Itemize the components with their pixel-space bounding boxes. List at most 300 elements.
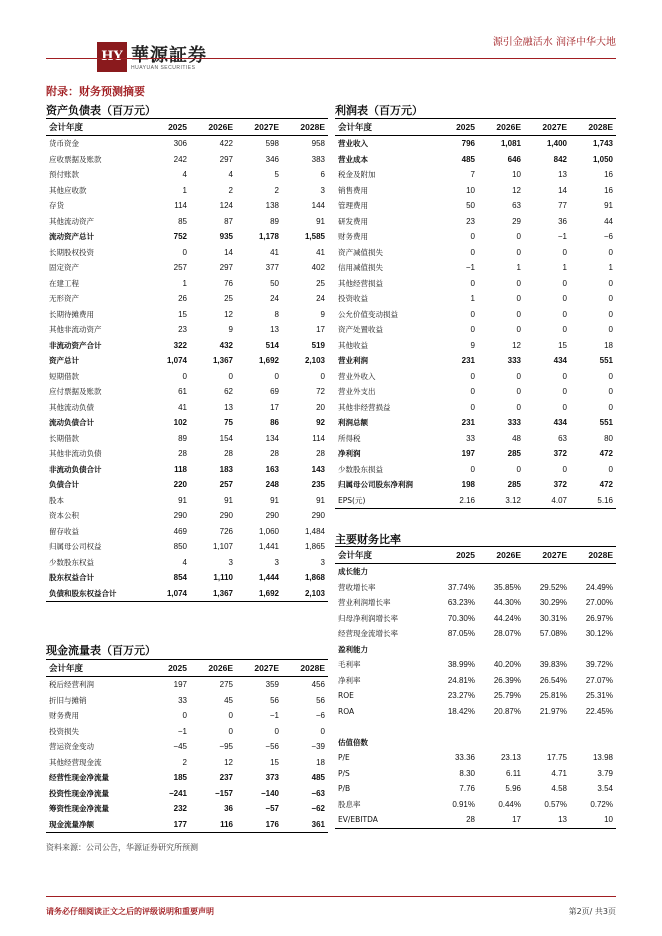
logo-english-name: HUAYUAN SECURITIES bbox=[131, 65, 196, 71]
cell-value: 138 bbox=[265, 201, 279, 211]
table-row bbox=[335, 446, 616, 462]
table-row bbox=[335, 152, 616, 168]
cell-value: 27.00% bbox=[585, 598, 613, 608]
cell-value: 23.27% bbox=[447, 691, 475, 701]
cell-value: 44 bbox=[604, 216, 613, 226]
cell-value: 21.97% bbox=[539, 706, 567, 716]
cell-value: 25 bbox=[224, 294, 233, 304]
cell-value: 646 bbox=[507, 154, 521, 164]
table-row bbox=[335, 291, 616, 307]
cell-value: 163 bbox=[265, 464, 279, 474]
table-row bbox=[46, 198, 328, 214]
cell-value: 0 bbox=[562, 371, 567, 381]
cell-value: −1 bbox=[269, 711, 279, 721]
cell-value: 9 bbox=[470, 340, 475, 350]
cell-value: −39 bbox=[311, 742, 325, 752]
cell-value: 257 bbox=[219, 480, 233, 490]
cell-value: −1 bbox=[557, 232, 567, 242]
cell-value bbox=[478, 564, 524, 580]
row-label: 应付票据及账款 bbox=[49, 387, 102, 397]
row-label: 流动资产总计 bbox=[49, 232, 94, 242]
cell-value: 91 bbox=[270, 495, 279, 505]
cell-value: 13 bbox=[270, 325, 279, 335]
cell-value: 17 bbox=[478, 812, 524, 828]
cell-value: 1 bbox=[470, 294, 475, 304]
row-label: 其他应收款 bbox=[49, 185, 87, 195]
cell-value: −241 bbox=[168, 788, 187, 798]
cell-value: 0 bbox=[608, 247, 613, 257]
row-label: EPS(元) bbox=[335, 493, 432, 509]
column-header: 2026E bbox=[478, 547, 524, 564]
cell-value: 958 bbox=[311, 139, 325, 149]
table-row bbox=[46, 167, 328, 183]
cell-value: 9 bbox=[228, 325, 233, 335]
cell-value: 346 bbox=[265, 154, 279, 164]
cell-value: 15 bbox=[558, 340, 567, 350]
cell-value: 0 bbox=[274, 371, 279, 381]
row-label: 归母净利润增长率 bbox=[338, 613, 398, 623]
cell-value: 28 bbox=[270, 449, 279, 459]
cell-value: 485 bbox=[461, 154, 475, 164]
cell-value: 91 bbox=[316, 495, 325, 505]
cell-value: 469 bbox=[173, 526, 187, 536]
cell-value: 20.87% bbox=[493, 706, 521, 716]
cell-value bbox=[570, 642, 616, 658]
cell-value: 44.24% bbox=[493, 613, 521, 623]
cell-value: 0 bbox=[608, 294, 613, 304]
row-label: 投资损失 bbox=[49, 726, 79, 736]
logo-name: 華源証券 bbox=[131, 45, 207, 66]
cell-value: 86 bbox=[270, 418, 279, 428]
cell-value: 114 bbox=[312, 433, 325, 443]
cell-value: −95 bbox=[219, 742, 233, 752]
row-label: 股息率 bbox=[338, 799, 361, 809]
row-label: EV/EBITDA bbox=[335, 812, 432, 828]
cell-value: 28 bbox=[224, 449, 233, 459]
row-label: 营业外收入 bbox=[338, 371, 376, 381]
row-label: 货币资金 bbox=[49, 139, 79, 149]
cell-value: 14 bbox=[224, 247, 233, 257]
row-label bbox=[335, 719, 432, 735]
cell-value: 27.07% bbox=[585, 675, 613, 685]
row-label: 其他非流动资产 bbox=[49, 325, 102, 335]
cell-value: 4.58 bbox=[551, 784, 567, 794]
row-label: 少数股东权益 bbox=[49, 557, 94, 567]
cell-value: 1,074 bbox=[144, 586, 190, 602]
cell-value: 551 bbox=[599, 418, 613, 428]
cell-value: 285 bbox=[507, 480, 521, 490]
row-label: 存货 bbox=[49, 201, 64, 211]
column-header: 2027E bbox=[236, 660, 282, 677]
column-header: 2025 bbox=[432, 547, 478, 564]
row-label: 估值倍数 bbox=[338, 737, 368, 747]
column-header: 会计年度 bbox=[46, 119, 144, 136]
table-row bbox=[46, 322, 328, 338]
cell-value: 35.85% bbox=[493, 582, 521, 592]
cell-value: 30.31% bbox=[539, 613, 567, 623]
cell-value bbox=[478, 719, 524, 735]
table-row bbox=[46, 369, 328, 385]
row-label: ROA bbox=[338, 706, 355, 716]
cell-value: 25 bbox=[316, 278, 325, 288]
cell-value: 24 bbox=[316, 294, 325, 304]
cell-value: 5 bbox=[274, 170, 279, 180]
cell-value: 24.81% bbox=[447, 675, 475, 685]
cell-value: 0 bbox=[182, 371, 187, 381]
cell-value: 4.71 bbox=[551, 768, 567, 778]
row-label: 负债合计 bbox=[49, 480, 79, 490]
cell-value: 24.49% bbox=[585, 582, 613, 592]
cell-value: 0 bbox=[608, 309, 613, 319]
row-label: 财务费用 bbox=[49, 711, 79, 721]
cell-value: 38.99% bbox=[447, 660, 475, 670]
cell-value: 91 bbox=[604, 201, 613, 211]
cell-value: 752 bbox=[173, 232, 187, 242]
income-statement-title: 利润表（百万元） bbox=[335, 104, 423, 117]
cell-value: 257 bbox=[173, 263, 187, 273]
cell-value: 1,585 bbox=[304, 232, 325, 242]
header-slogan: 源引金融活水 润泽中华大地 bbox=[492, 37, 616, 48]
cell-value: 0 bbox=[608, 402, 613, 412]
cell-value: 13.98 bbox=[592, 753, 613, 763]
row-label: 固定资产 bbox=[49, 263, 79, 273]
cell-value: 10 bbox=[512, 170, 521, 180]
row-label: 现金流量净额 bbox=[46, 817, 144, 833]
cell-value: −56 bbox=[265, 742, 279, 752]
cell-value: 1,367 bbox=[190, 586, 236, 602]
cell-value: 333 bbox=[507, 418, 521, 428]
column-header: 2025 bbox=[432, 119, 478, 136]
cell-value: 1 bbox=[182, 185, 187, 195]
cell-value: 48 bbox=[512, 433, 521, 443]
cell-value: 124 bbox=[219, 201, 233, 211]
cell-value: 0.57% bbox=[544, 799, 567, 809]
table-row bbox=[46, 801, 328, 817]
row-label: 信用减值损失 bbox=[338, 263, 383, 273]
row-label: 资产处置收益 bbox=[338, 325, 383, 335]
cell-value: 0 bbox=[274, 726, 279, 736]
cell-value: 28.07% bbox=[493, 629, 521, 639]
cell-value: 0 bbox=[516, 325, 521, 335]
table-row bbox=[46, 524, 328, 540]
row-label: 无形资产 bbox=[49, 294, 79, 304]
cell-value: 63 bbox=[512, 201, 521, 211]
cell-value: 372 bbox=[553, 480, 567, 490]
cell-value: 144 bbox=[311, 201, 325, 211]
cell-value: 1,050 bbox=[592, 154, 613, 164]
cell-value: 0 bbox=[320, 726, 325, 736]
row-label: 管理费用 bbox=[338, 201, 368, 211]
cell-value bbox=[432, 642, 478, 658]
row-label: 其他流动负债 bbox=[49, 402, 94, 412]
table-row bbox=[46, 431, 328, 447]
cell-value: 13 bbox=[524, 812, 570, 828]
cell-value: 0 bbox=[516, 371, 521, 381]
cell-value: 7 bbox=[470, 170, 475, 180]
table-row bbox=[335, 704, 616, 720]
table-row bbox=[46, 400, 328, 416]
appendix-title: 附录：财务预测摘要 bbox=[46, 85, 145, 98]
cell-value: 237 bbox=[219, 773, 233, 783]
ratios-table bbox=[335, 546, 616, 829]
cell-value: 40.20% bbox=[493, 660, 521, 670]
cell-value: 1,107 bbox=[212, 542, 233, 552]
table-row bbox=[335, 307, 616, 323]
table-row bbox=[335, 477, 616, 493]
cell-value: 0 bbox=[608, 371, 613, 381]
cell-value: 29 bbox=[512, 216, 521, 226]
cell-value: 3 bbox=[320, 557, 325, 567]
cell-value: 0 bbox=[470, 309, 475, 319]
cell-value: 4.07 bbox=[524, 493, 570, 509]
row-label: 投资性现金净流量 bbox=[49, 788, 109, 798]
cell-value: 91 bbox=[178, 495, 187, 505]
table-row bbox=[335, 719, 616, 735]
row-label: ROE bbox=[338, 691, 354, 701]
table-row bbox=[335, 766, 616, 782]
table-row bbox=[46, 693, 328, 709]
cell-value: 50 bbox=[466, 201, 475, 211]
cell-value: 0 bbox=[470, 402, 475, 412]
cell-value: 23 bbox=[178, 325, 187, 335]
cell-value: 63 bbox=[558, 433, 567, 443]
cell-value: 290 bbox=[173, 511, 187, 521]
footer-disclaimer: 请务必仔细阅读正文之后的评级说明和重要声明 bbox=[46, 907, 214, 916]
row-label: 筹资性现金净流量 bbox=[49, 804, 109, 814]
table-row bbox=[46, 446, 328, 462]
row-label: 净利润 bbox=[338, 449, 361, 459]
cell-value: −62 bbox=[311, 804, 325, 814]
column-header: 2028E bbox=[282, 660, 328, 677]
table-row bbox=[46, 338, 328, 354]
cell-value: 5.16 bbox=[570, 493, 616, 509]
cell-value: 297 bbox=[219, 263, 233, 273]
cell-value: 1,868 bbox=[304, 573, 325, 583]
row-label: 少数股东损益 bbox=[338, 464, 383, 474]
table-row bbox=[46, 739, 328, 755]
cell-value: 7.76 bbox=[459, 784, 475, 794]
table-row bbox=[46, 570, 328, 586]
cell-value: 1 bbox=[516, 263, 521, 273]
row-label: 非流动资产合计 bbox=[49, 340, 102, 350]
table-row bbox=[46, 493, 328, 509]
row-label: 长期股权投资 bbox=[49, 247, 94, 257]
column-header: 2028E bbox=[282, 119, 328, 136]
cell-value: 56 bbox=[270, 695, 279, 705]
row-label: 净利率 bbox=[338, 675, 361, 685]
row-label: 其他经营损益 bbox=[338, 278, 383, 288]
row-label: 财务费用 bbox=[338, 232, 368, 242]
cell-value: 69 bbox=[270, 387, 279, 397]
table-row bbox=[46, 353, 328, 369]
cell-value: 519 bbox=[311, 340, 325, 350]
cell-value: 0 bbox=[516, 278, 521, 288]
cell-value: 18 bbox=[316, 757, 325, 767]
cell-value: 2,103 bbox=[282, 586, 328, 602]
cash-flow-table bbox=[46, 659, 328, 833]
cell-value: 0 bbox=[608, 325, 613, 335]
cell-value: 1,400 bbox=[546, 139, 567, 149]
cell-value: 37.74% bbox=[447, 582, 475, 592]
cell-value: 377 bbox=[265, 263, 279, 273]
cell-value: 0 bbox=[470, 371, 475, 381]
table-row bbox=[46, 229, 328, 245]
table-row bbox=[335, 369, 616, 385]
cell-value: 85 bbox=[178, 216, 187, 226]
cell-value: 16 bbox=[604, 185, 613, 195]
cell-value: 92 bbox=[316, 418, 325, 428]
cell-value: 854 bbox=[173, 573, 187, 583]
income-statement-table bbox=[335, 118, 616, 509]
table-row bbox=[335, 198, 616, 214]
cell-value: 91 bbox=[224, 495, 233, 505]
cell-value: 0 bbox=[516, 294, 521, 304]
cell-value: 1,692 bbox=[236, 586, 282, 602]
row-label: 营运资金变动 bbox=[49, 742, 94, 752]
header-divider bbox=[46, 58, 616, 59]
table-row bbox=[335, 229, 616, 245]
cell-value: 472 bbox=[599, 480, 613, 490]
cell-value: 0 bbox=[562, 402, 567, 412]
cell-value: 12 bbox=[224, 309, 233, 319]
cell-value bbox=[478, 642, 524, 658]
row-label: 股东权益合计 bbox=[49, 573, 94, 583]
table-row bbox=[46, 183, 328, 199]
cell-value: 2 bbox=[228, 185, 233, 195]
table-row bbox=[46, 786, 328, 802]
cell-value: 9 bbox=[320, 309, 325, 319]
cell-value: 0 bbox=[470, 325, 475, 335]
table-row bbox=[46, 136, 328, 152]
cell-value: 1,060 bbox=[258, 526, 279, 536]
cell-value: 63.23% bbox=[447, 598, 475, 608]
cell-value: 0 bbox=[228, 711, 233, 721]
cell-value: −1 bbox=[177, 726, 187, 736]
cell-value: 10 bbox=[466, 185, 475, 195]
column-header: 2027E bbox=[236, 119, 282, 136]
cell-value: 333 bbox=[507, 356, 521, 366]
cell-value: 3 bbox=[320, 185, 325, 195]
cell-value: 26 bbox=[178, 294, 187, 304]
cell-value: 0 bbox=[562, 387, 567, 397]
row-label: 其他非流动负债 bbox=[49, 449, 102, 459]
cell-value: 76 bbox=[224, 278, 233, 288]
row-label: 流动负债合计 bbox=[49, 418, 94, 428]
cell-value: 197 bbox=[461, 449, 475, 459]
row-label: 资产减值损失 bbox=[338, 247, 383, 257]
cell-value: 0 bbox=[182, 247, 187, 257]
cell-value: 472 bbox=[599, 449, 613, 459]
cell-value: 726 bbox=[219, 526, 233, 536]
cell-value: 33 bbox=[466, 433, 475, 443]
cell-value: 45 bbox=[224, 695, 233, 705]
cell-value: 17 bbox=[270, 402, 279, 412]
cell-value: 197 bbox=[173, 680, 187, 690]
column-header: 2026E bbox=[190, 119, 236, 136]
row-label: 留存收益 bbox=[49, 526, 79, 536]
table-row bbox=[46, 539, 328, 555]
table-row bbox=[335, 688, 616, 704]
table-header-row bbox=[46, 660, 328, 677]
row-label: P/E bbox=[338, 753, 350, 763]
cell-value: 15 bbox=[270, 757, 279, 767]
column-header: 2028E bbox=[570, 119, 616, 136]
cell-value: 39.83% bbox=[539, 660, 567, 670]
ratios-title: 主要财务比率 bbox=[335, 533, 401, 546]
row-label: 营业收入 bbox=[338, 139, 368, 149]
cell-value: 383 bbox=[311, 154, 325, 164]
cell-value: 0 bbox=[562, 325, 567, 335]
table-row bbox=[46, 307, 328, 323]
row-label: 税金及附加 bbox=[338, 170, 376, 180]
cell-value: 242 bbox=[173, 154, 187, 164]
table-row bbox=[335, 245, 616, 261]
table-row bbox=[335, 353, 616, 369]
cell-value: 2 bbox=[182, 757, 187, 767]
table-row bbox=[335, 812, 616, 828]
table-row bbox=[335, 595, 616, 611]
cell-value: 3.79 bbox=[597, 768, 613, 778]
cell-value: 61 bbox=[178, 387, 187, 397]
cell-value: 1 bbox=[562, 263, 567, 273]
cell-value: 297 bbox=[219, 154, 233, 164]
cell-value: 0 bbox=[516, 232, 521, 242]
cell-value: 4 bbox=[182, 557, 187, 567]
row-label: 经营性现金净流量 bbox=[49, 773, 109, 783]
row-label: 其他经营现金流 bbox=[49, 757, 102, 767]
cell-value: 143 bbox=[311, 464, 325, 474]
cell-value: 13 bbox=[224, 402, 233, 412]
cell-value bbox=[524, 735, 570, 751]
cell-value: 36 bbox=[558, 216, 567, 226]
cell-value: 1,441 bbox=[258, 542, 279, 552]
cell-value: 39.72% bbox=[585, 660, 613, 670]
cell-value bbox=[570, 564, 616, 580]
cell-value: 0 bbox=[562, 278, 567, 288]
cell-value: 28 bbox=[316, 449, 325, 459]
cell-value: 231 bbox=[461, 418, 475, 428]
row-label: P/B bbox=[338, 784, 351, 794]
cell-value: 0 bbox=[228, 371, 233, 381]
table-row bbox=[335, 415, 616, 431]
cell-value: 183 bbox=[219, 464, 233, 474]
cash-flow-title: 现金流量表（百万元） bbox=[46, 644, 156, 657]
cell-value: 118 bbox=[174, 464, 187, 474]
row-label: 归属母公司权益 bbox=[49, 542, 102, 552]
table-row bbox=[46, 384, 328, 400]
table-row bbox=[46, 477, 328, 493]
row-label: 长期借款 bbox=[49, 433, 79, 443]
table-header-row bbox=[335, 119, 616, 136]
cell-value: 0 bbox=[562, 294, 567, 304]
column-header: 2027E bbox=[524, 119, 570, 136]
cell-value: 1,692 bbox=[258, 356, 279, 366]
cell-value bbox=[432, 735, 478, 751]
cell-value: 373 bbox=[265, 773, 279, 783]
row-label: 利润总额 bbox=[338, 418, 368, 428]
source-note: 资料来源：公司公告，华源证券研究所预测 bbox=[46, 843, 198, 852]
row-label: 公允价值变动损益 bbox=[338, 309, 398, 319]
row-label: 负债和股东权益合计 bbox=[46, 586, 144, 602]
table-row bbox=[335, 657, 616, 673]
cell-value: 89 bbox=[178, 433, 187, 443]
cell-value: 36 bbox=[224, 804, 233, 814]
cell-value: 842 bbox=[553, 154, 567, 164]
cell-value: 72 bbox=[316, 387, 325, 397]
column-header: 2026E bbox=[190, 660, 236, 677]
cell-value: 0 bbox=[470, 247, 475, 257]
table-row bbox=[335, 673, 616, 689]
